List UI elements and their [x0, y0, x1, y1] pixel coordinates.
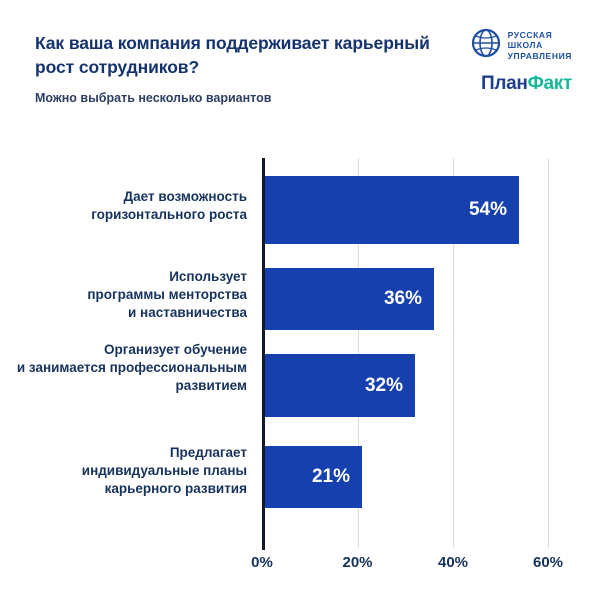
- title-block: [35, 32, 435, 105]
- bar-category-line: Использует: [169, 269, 247, 284]
- bar[interactable]: [262, 446, 362, 508]
- bar-value-label: 54%: [468, 199, 507, 220]
- logo-rsu-line-2: ШКОЛА: [507, 40, 543, 51]
- logo-planfact-part2: Факт: [527, 73, 572, 94]
- logo-russian-school-of-management: [392, 28, 572, 63]
- bar-row: [81, 445, 552, 508]
- bar-value-label: 36%: [383, 288, 422, 309]
- bar-category-line: карьерного развития: [104, 480, 247, 496]
- logo-rsu-line-3: УПРАВЛЕНИЯ: [507, 50, 572, 61]
- logo-group: [392, 28, 572, 95]
- bar-category-line: Дает возможность: [123, 189, 247, 204]
- x-tick-label: 20%: [342, 554, 373, 571]
- bar-category-line: горизонтального роста: [91, 206, 247, 222]
- bar-category-line: и занимается профессиональным: [16, 359, 247, 375]
- bar-category-label: [17, 268, 247, 321]
- plot-area: [16, 158, 552, 548]
- bar-row: [87, 268, 552, 330]
- bar-row: [16, 342, 552, 417]
- bar[interactable]: [262, 354, 415, 417]
- bar[interactable]: [262, 268, 434, 330]
- bar-category-line: Организует обучение: [104, 342, 247, 357]
- bar-value-label: 32%: [364, 374, 403, 396]
- logo-rsu-line-1: РУССКАЯ: [507, 30, 553, 41]
- header: [0, 0, 600, 130]
- bar[interactable]: [262, 176, 519, 244]
- bar-row: [91, 176, 552, 244]
- bar-category-label: [17, 188, 247, 224]
- bar-category-label: [7, 341, 247, 394]
- bar-category-line: и наставничества: [127, 304, 247, 320]
- x-tick-label: 0%: [251, 554, 273, 571]
- bar-category-line: развитием: [175, 377, 247, 393]
- bar-category-line: индивидуальные планы: [81, 462, 247, 478]
- page-title: Как ваша компания поддерживает карьерный рост сотрудников?: [35, 33, 430, 77]
- logo-planfact-part1: План: [481, 73, 528, 94]
- x-tick-label: 40%: [437, 554, 469, 571]
- bar-value-label: 21%: [311, 466, 350, 487]
- logo-rsu-text: [508, 30, 572, 60]
- bar-category-line: программы менторства: [87, 286, 247, 302]
- y-axis-line: [262, 158, 265, 550]
- bar-category-label: [17, 444, 247, 497]
- bar-category-line: Предлагает: [169, 445, 247, 460]
- globe-icon: [471, 28, 501, 63]
- x-axis: [0, 554, 600, 584]
- bar-chart: [0, 130, 600, 600]
- logo-planfact: [392, 73, 572, 95]
- page-subtitle: Можно выбрать несколько вариантов: [35, 91, 272, 106]
- x-tick-label: 60%: [532, 554, 564, 571]
